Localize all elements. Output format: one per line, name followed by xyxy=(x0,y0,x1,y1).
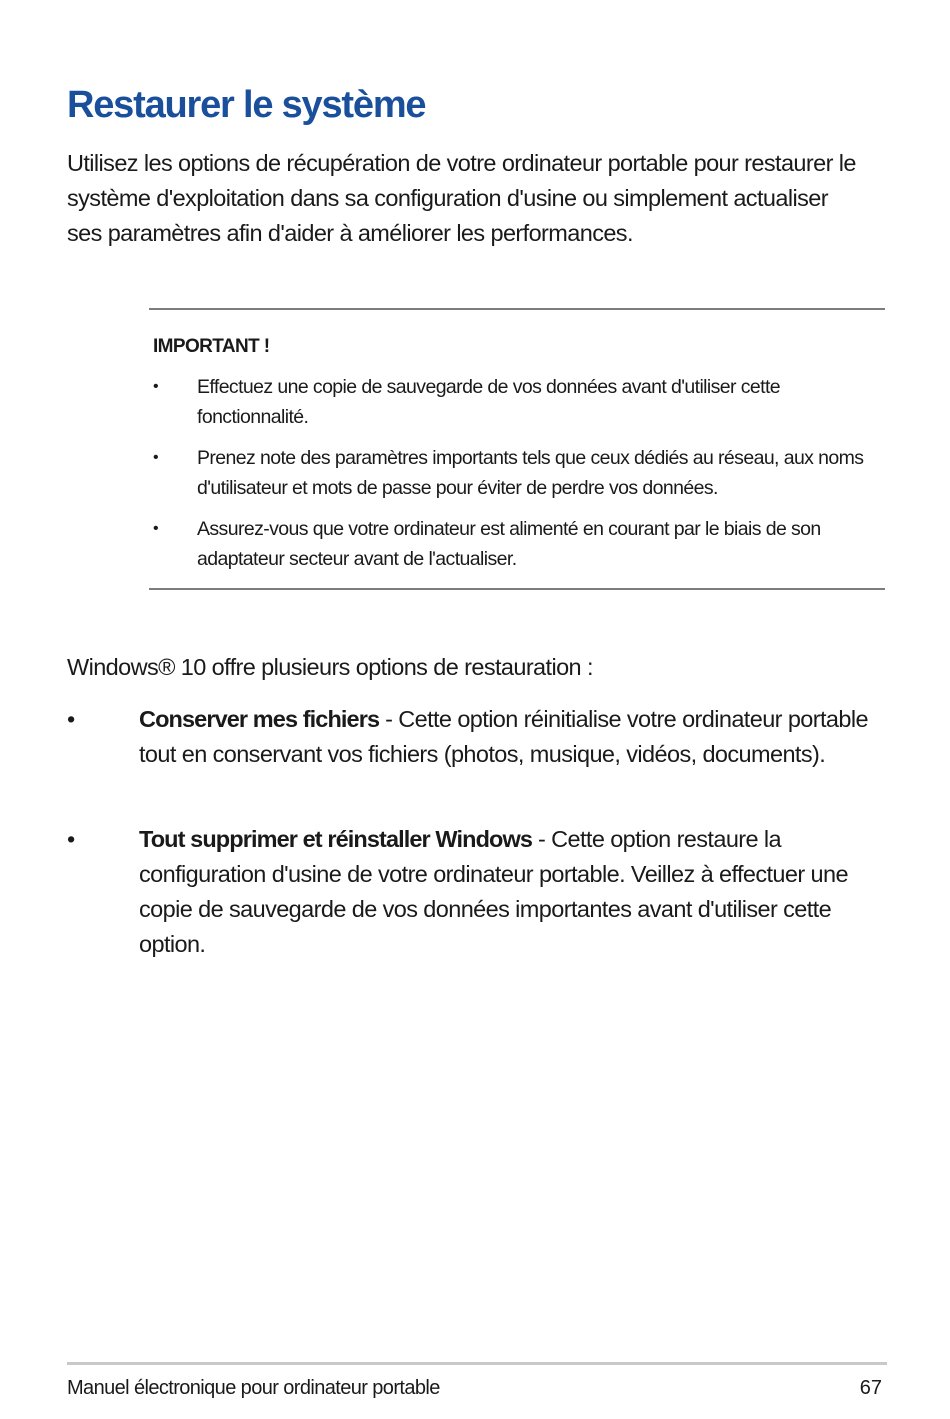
important-top-divider xyxy=(149,308,885,310)
important-item-text: Effectuez une copie de sauvegarde de vos données avant d'utiliser cette fonctionnalité. xyxy=(197,376,781,428)
important-list xyxy=(153,372,893,585)
option-name: Tout supprimer et réinstaller Windows xyxy=(139,826,533,852)
bullet-icon: • xyxy=(67,706,75,732)
option-name: Conserver mes fichiers xyxy=(139,706,380,732)
option-item xyxy=(67,702,887,772)
option-item xyxy=(67,822,887,962)
page-number: 67 xyxy=(859,1377,882,1399)
footer-manual-title: Manuel électronique pour ordinateur portable xyxy=(67,1377,440,1399)
bullet-icon: • xyxy=(153,520,159,537)
intro-paragraph: Utilisez les options de récupération de votre ordinateur portable pour restaurer le système d'exploitation dans sa configuration d'usine ou simplement actualiser ses paramètres afin d'aider à améliorer les performances. xyxy=(67,150,856,246)
bullet-icon: • xyxy=(153,449,159,466)
options-lead: Windows® 10 offre plusieurs options de restauration : xyxy=(67,654,593,680)
footer-divider xyxy=(67,1362,887,1365)
important-heading: IMPORTANT ! xyxy=(153,336,270,357)
important-item xyxy=(153,443,893,503)
option-desc: - Cette option réinitialise votre ordinateur portable tout en conservant vos fichiers (photos, musique, vidéos, documents). xyxy=(139,706,868,767)
important-item xyxy=(153,372,893,432)
important-item-text: Assurez-vous que votre ordinateur est alimenté en courant par le biais de son adaptateur secteur avant de l'actualiser. xyxy=(197,518,821,570)
important-item xyxy=(153,514,893,574)
options-list xyxy=(67,702,887,1012)
important-item-text: Prenez note des paramètres importants tels que ceux dédiés au réseau, aux noms d'utilisateur et mots de passe pour éviter de perdre vos données. xyxy=(197,447,864,499)
important-bottom-divider xyxy=(149,588,885,590)
bullet-icon: • xyxy=(153,378,159,395)
option-desc: - Cette option restaure la configuration d'usine de votre ordinateur portable. Veillez à effectuer une copie de sauvegarde de vos données importantes avant d'utiliser cette option. xyxy=(139,826,848,957)
page-title: Restaurer le système xyxy=(67,84,426,126)
bullet-icon: • xyxy=(67,826,75,852)
